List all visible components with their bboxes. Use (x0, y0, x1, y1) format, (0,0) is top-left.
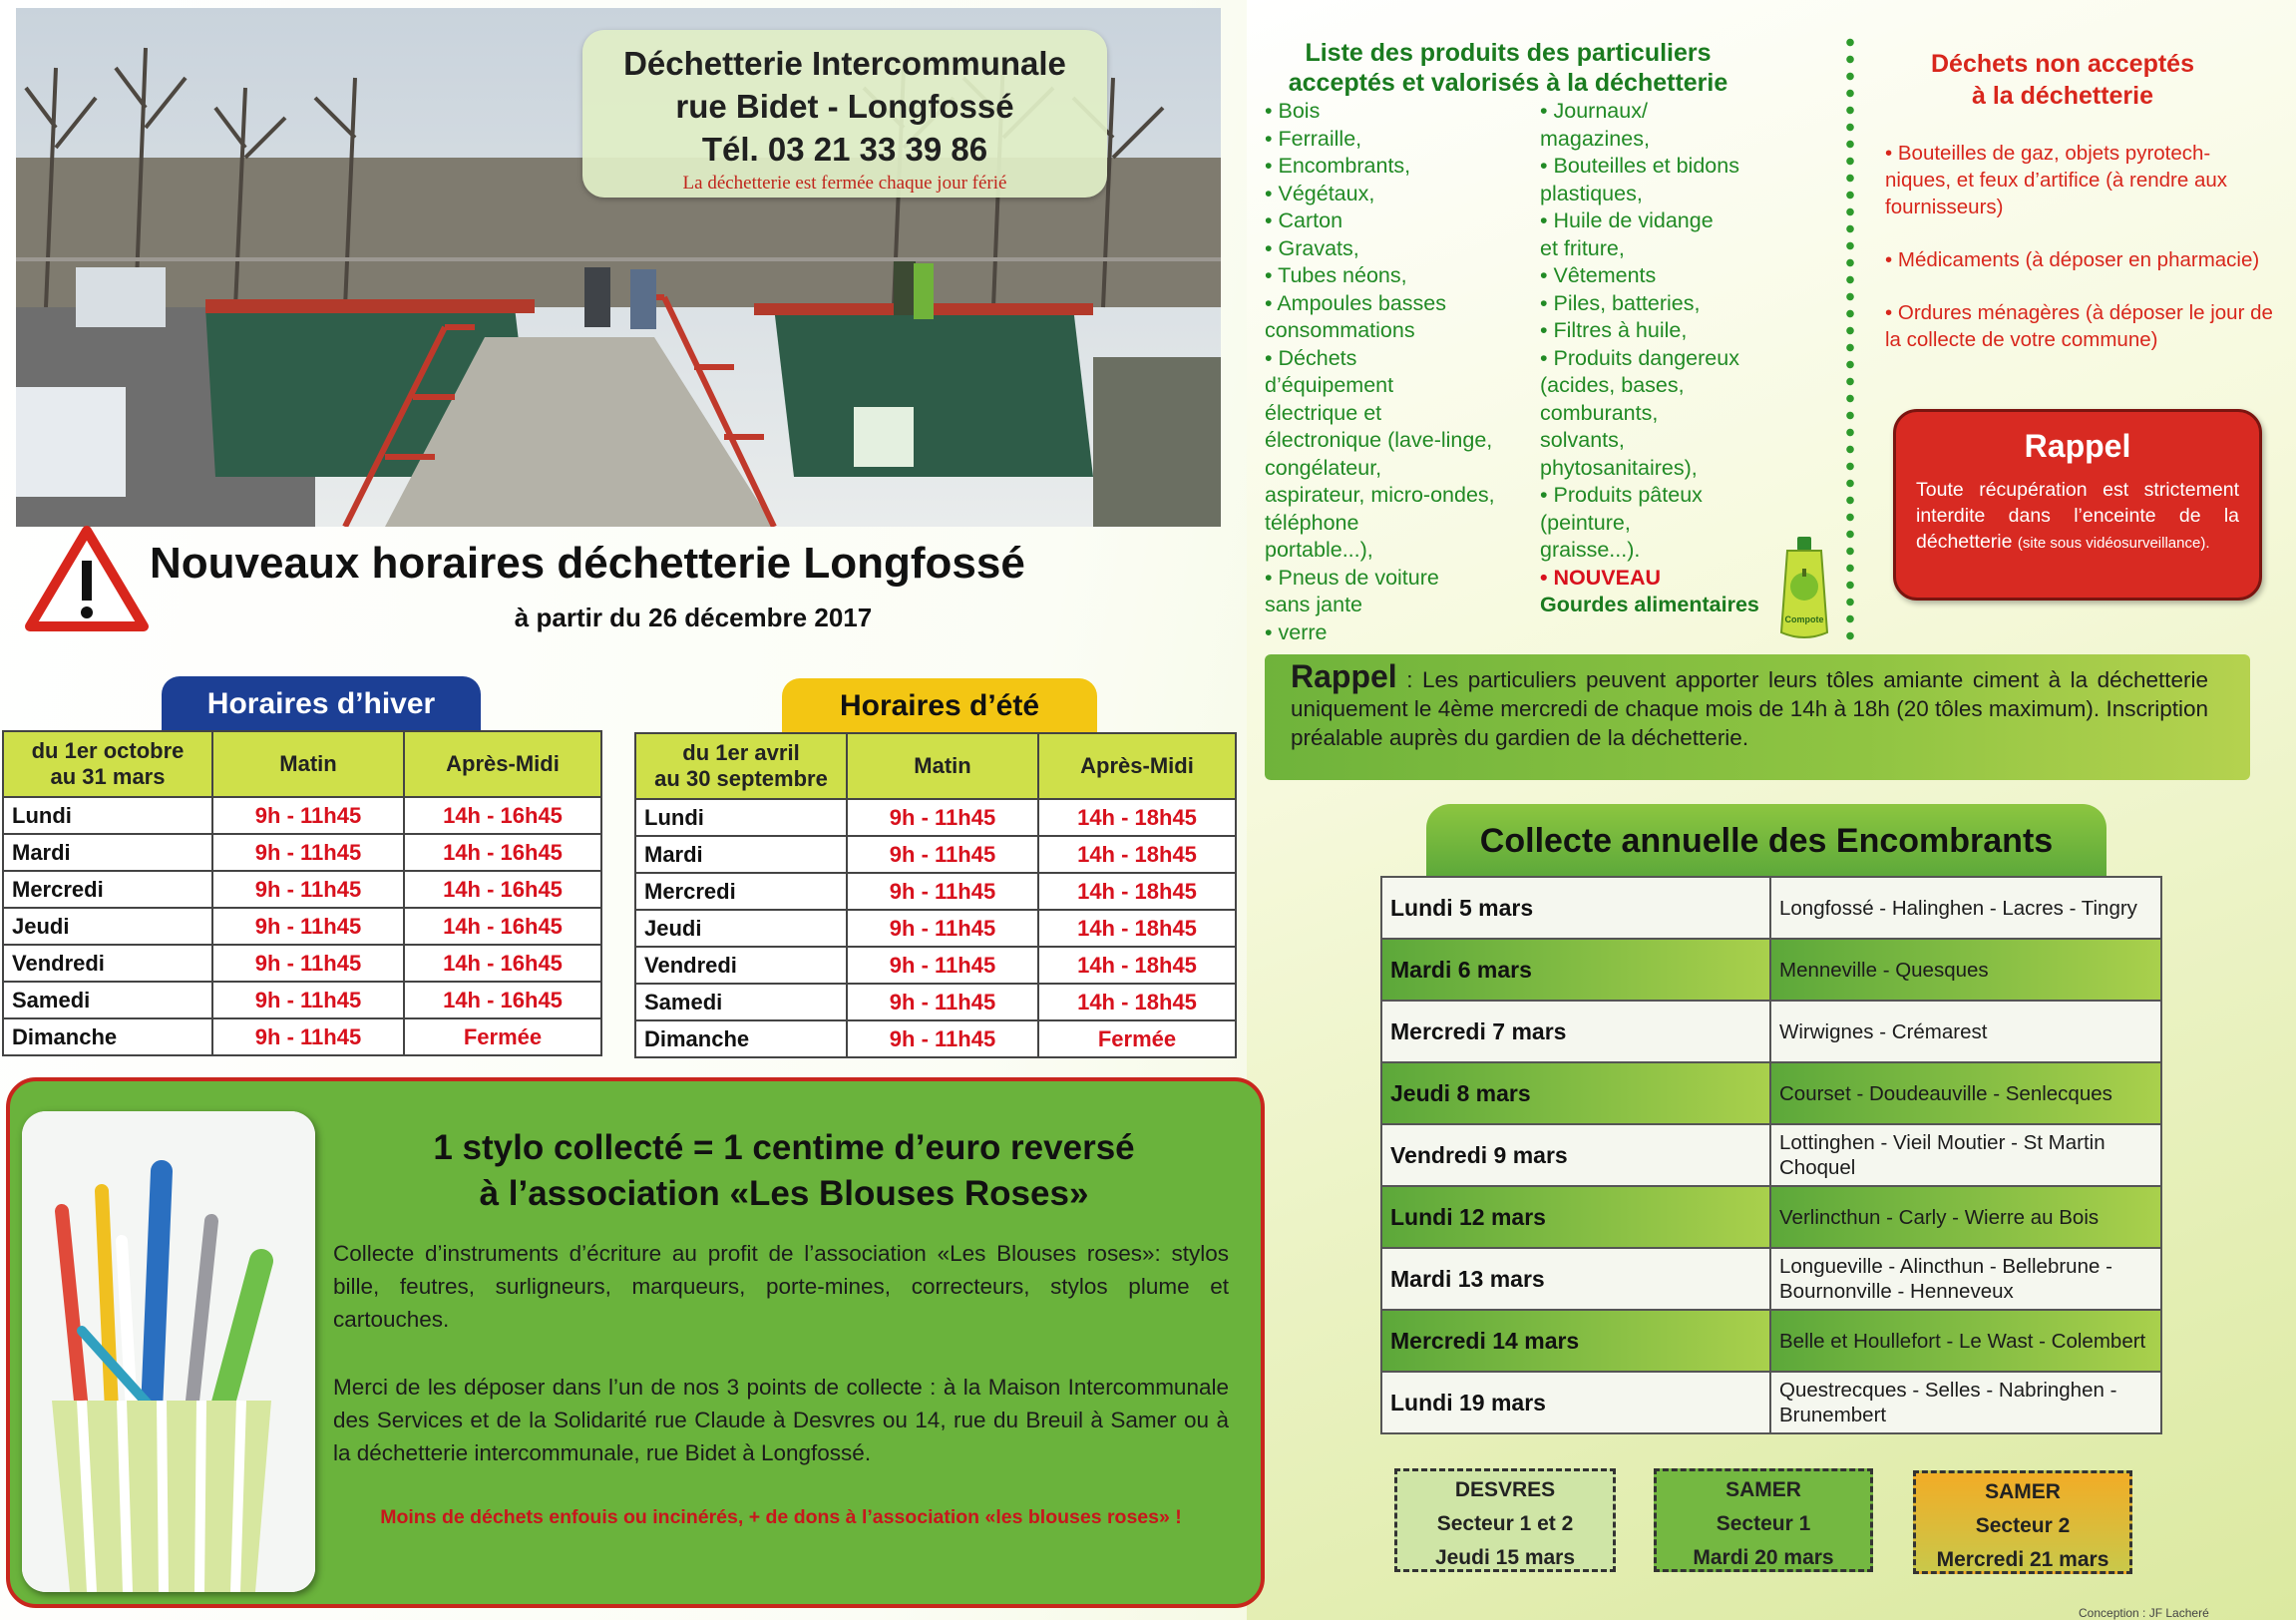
pen-title (339, 1125, 1229, 1217)
list-item: • Carton (1265, 208, 1343, 232)
date-cell: Jeudi 8 mars (1381, 1062, 1770, 1124)
design-credit: Conception : JF Lacheré (2079, 1606, 2209, 1620)
summer-period-2: au 30 septembre (654, 766, 828, 791)
list-item: • Tubes néons, (1265, 263, 1407, 287)
rappel-title: Rappel (2024, 428, 2131, 464)
products-title (1259, 38, 1757, 98)
summer-tab: Horaires d’été (782, 678, 1097, 734)
date-cell: Vendredi 9 mars (1381, 1124, 1770, 1186)
table-row (1381, 1372, 2161, 1433)
table-row (635, 910, 1236, 947)
table-row (3, 871, 601, 908)
list-item: et friture, (1540, 235, 1625, 260)
day-cell: Jeudi (635, 910, 847, 947)
rappel-main-text: Toute récupération est strictement interdite dans l’enceinte de la déchetterie (1916, 479, 2239, 553)
table-row (1381, 1310, 2161, 1372)
day-cell: Mardi (635, 836, 847, 873)
products-column-1 (1265, 98, 1534, 646)
list-item: portable...), (1265, 538, 1373, 562)
new-label: • NOUVEAU (1540, 565, 1662, 590)
list-item: sans jante (1265, 593, 1363, 616)
non-accepted-title-1: Déchets non acceptés (1931, 50, 2194, 78)
products-title-1: Liste des produits des particuliers (1305, 39, 1712, 67)
rappel-box (1893, 409, 2262, 601)
morning-cell: 9h - 11h45 (212, 908, 404, 945)
list-item: • Huile de vidange (1540, 208, 1714, 232)
list-item: (acides, bases, (1540, 373, 1685, 397)
afternoon-cell: 14h - 18h45 (1038, 947, 1236, 984)
pen-title-1: 1 stylo collecté = 1 centime d’euro reversé (433, 1128, 1135, 1167)
closed-note: La déchetterie est fermée chaque jour férié (682, 173, 1007, 194)
day-cell: Mardi (3, 834, 212, 871)
communes-cell: Verlincthun - Carly - Wierre au Bois (1770, 1186, 2161, 1248)
morning-cell: 9h - 11h45 (212, 945, 404, 982)
list-item: congélateur, (1265, 455, 1382, 480)
morning-cell: 9h - 11h45 (847, 873, 1038, 910)
list-item: • Ampoules basses (1265, 290, 1447, 315)
address-phone: Tél. 03 21 33 39 86 (701, 131, 988, 168)
list-item: • Bois (1265, 99, 1321, 123)
list-item: solvants, (1540, 428, 1625, 452)
date-cell: Lundi 19 mars (1381, 1372, 1770, 1433)
sector-box-samer-2 (1913, 1470, 2132, 1574)
page-title: Nouveaux horaires déchetterie Longfossé (150, 539, 1025, 588)
morning-cell: 9h - 11h45 (847, 1020, 1038, 1057)
date-cell: Lundi 5 mars (1381, 877, 1770, 939)
list-item: • Encombrants, (1265, 154, 1411, 178)
afternoon-cell: 14h - 18h45 (1038, 836, 1236, 873)
list-item: • Gravats, (1265, 235, 1359, 260)
communes-cell: Wirwignes - Crémarest (1770, 1001, 2161, 1062)
table-row (635, 799, 1236, 836)
sector-town: DESVRES (1454, 1478, 1556, 1501)
afternoon-cell: 14h - 18h45 (1038, 873, 1236, 910)
pen-paragraph-1: Collecte d’instruments d’écriture au profit de l’association «Les Blouses roses»: stylos bille, feutres, surligneurs, marqueurs, porte-mines, correcteurs, stylos plume et cartouches. (333, 1241, 1229, 1332)
new-item: Gourdes alimentaires (1540, 593, 1759, 616)
date-cell: Mardi 13 mars (1381, 1248, 1770, 1310)
communes-cell: Longfossé - Halinghen - Lacres - Tingry (1770, 877, 2161, 939)
summer-schedule-table (634, 732, 1237, 1058)
list-item: • Végétaux, (1265, 181, 1375, 205)
list-item: • verre (1265, 619, 1328, 644)
sector-name: Secteur 1 (1716, 1512, 1811, 1535)
day-cell: Lundi (635, 799, 847, 836)
list-item: • Pneus de voiture (1265, 565, 1439, 590)
list-item: • Bouteilles et bidons (1540, 154, 1739, 178)
date-cell: Mercredi 14 mars (1381, 1310, 1770, 1372)
list-item: • Produits dangereux (1540, 345, 1739, 370)
sector-box-samer-1 (1654, 1468, 1873, 1572)
day-cell: Mercredi (3, 871, 212, 908)
list-item: plastiques, (1540, 181, 1643, 205)
pen-paragraph-2: Merci de les déposer dans l’un de nos 3 points de collecte : à la Maison Intercommunale des Services et de la Solidarité rue Claude à Desvres ou 14, rue du Breuil à Samer ou à la déchetterie intercommunale, rue Bidet à Longfossé. (333, 1375, 1229, 1465)
day-cell: Mercredi (635, 873, 847, 910)
winter-tab: Horaires d’hiver (162, 676, 481, 732)
communes-cell: Questrecques - Selles - Nabringhen - Brunembert (1770, 1372, 2161, 1433)
sector-town: SAMER (1985, 1480, 2061, 1503)
day-cell: Samedi (635, 984, 847, 1020)
afternoon-cell: 14h - 16h45 (404, 871, 601, 908)
warning-icon (24, 525, 150, 632)
sector-date: Mercredi 21 mars (1936, 1548, 2109, 1571)
pouch-label: Compote (1784, 614, 1824, 624)
summer-period-1: du 1er avril (682, 740, 800, 765)
list-item: d’équipement (1265, 373, 1394, 397)
list-item: • Ordures ménagères (à déposer le jour de la collecte de votre commune) (1885, 301, 2273, 351)
table-row (1381, 1001, 2161, 1062)
dotted-separator (1845, 34, 1855, 644)
banner-label: Rappel (1291, 658, 1397, 694)
sector-box-desvres (1394, 1468, 1616, 1572)
list-item: électrique et (1265, 400, 1382, 425)
banner-body: : Les particuliers peuvent apporter leurs tôles amiante ciment à la déchetterie uniquement le 4ème mercredi de chaque mois de 14h à 18h (20 tôles maximum). Inscription préalable auprès du gardien de la déchetterie. (1291, 667, 2208, 750)
summer-morning-header: Matin (847, 733, 1038, 799)
winter-morning-header: Matin (212, 731, 404, 797)
afternoon-cell: 14h - 16h45 (404, 945, 601, 982)
list-item: • Bouteilles de gaz, objets pyrotech-niques, et feux d’artifice (à rendre aux fournisseurs) (1885, 142, 2227, 218)
day-cell: Vendredi (635, 947, 847, 984)
day-cell: Lundi (3, 797, 212, 834)
summer-afternoon-header: Après-Midi (1038, 733, 1236, 799)
list-item: consommations (1265, 318, 1415, 342)
page-subtitle: à partir du 26 décembre 2017 (514, 603, 873, 632)
table-row (1381, 1124, 2161, 1186)
morning-cell: 9h - 11h45 (212, 871, 404, 908)
morning-cell: 9h - 11h45 (212, 1018, 404, 1055)
winter-schedule-table (2, 730, 602, 1056)
table-row (635, 984, 1236, 1020)
day-cell: Dimanche (635, 1020, 847, 1057)
list-item: • Produits pâteux (1540, 483, 1703, 507)
products-title-2: acceptés et valorisés à la déchetterie (1288, 69, 1728, 97)
winter-period-header (3, 731, 212, 797)
products-column-2 (1540, 98, 1784, 619)
summer-period-header (635, 733, 847, 799)
list-item: phytosanitaires), (1540, 455, 1698, 480)
list-item: • Vêtements (1540, 263, 1657, 287)
list-item: électronique (lave-linge, (1265, 428, 1493, 452)
morning-cell: 9h - 11h45 (847, 836, 1038, 873)
morning-cell: 9h - 11h45 (212, 797, 404, 834)
communes-cell: Longueville - Alincthun - Bellebrune - Bournonville - Henneveux (1770, 1248, 2161, 1310)
morning-cell: 9h - 11h45 (847, 947, 1038, 984)
afternoon-cell: 14h - 18h45 (1038, 799, 1236, 836)
afternoon-cell: Fermée (404, 1018, 601, 1055)
table-row (3, 797, 601, 834)
day-cell: Vendredi (3, 945, 212, 982)
sector-name: Secteur 2 (1975, 1514, 2071, 1537)
afternoon-cell: 14h - 16h45 (404, 834, 601, 871)
afternoon-cell: 14h - 18h45 (1038, 910, 1236, 947)
communes-cell: Courset - Doudeauville - Senlecques (1770, 1062, 2161, 1124)
morning-cell: 9h - 11h45 (847, 799, 1038, 836)
day-cell: Jeudi (3, 908, 212, 945)
sector-town: SAMER (1725, 1478, 1801, 1501)
table-row (3, 1018, 601, 1055)
encombrants-title: Collecte annuelle des Encombrants (1426, 804, 2106, 878)
list-item: magazines, (1540, 126, 1650, 151)
pen-holder-photo (22, 1111, 315, 1592)
pen-footer: Moins de déchets enfouis ou incinérés, + de dons à l’association «les blouses roses» ! (380, 1506, 1182, 1528)
table-row (1381, 1186, 2161, 1248)
table-row (3, 982, 601, 1018)
table-row (1381, 877, 2161, 939)
summer-header-row (635, 733, 1236, 799)
pen-title-2: à l’association «Les Blouses Roses» (479, 1174, 1089, 1213)
morning-cell: 9h - 11h45 (847, 984, 1038, 1020)
afternoon-cell: 14h - 18h45 (1038, 984, 1236, 1020)
morning-cell: 9h - 11h45 (847, 910, 1038, 947)
communes-cell: Menneville - Quesques (1770, 939, 2161, 1001)
table-row (3, 908, 601, 945)
list-item: comburants, (1540, 400, 1659, 425)
morning-cell: 9h - 11h45 (212, 834, 404, 871)
sector-name: Secteur 1 et 2 (1436, 1512, 1574, 1535)
list-item: (peinture, (1540, 510, 1631, 535)
day-cell: Samedi (3, 982, 212, 1018)
winter-header-row (3, 731, 601, 797)
communes-cell: Lottinghen - Vieil Moutier - St Martin Choquel (1770, 1124, 2161, 1186)
day-cell: Dimanche (3, 1018, 212, 1055)
list-item: • Déchets (1265, 345, 1357, 370)
afternoon-cell: 14h - 16h45 (404, 982, 601, 1018)
compote-pouch-icon (1777, 537, 1831, 640)
afternoon-cell: Fermée (1038, 1020, 1236, 1057)
list-item: téléphone (1265, 510, 1359, 535)
winter-afternoon-header: Après-Midi (404, 731, 601, 797)
table-row (635, 1020, 1236, 1057)
afternoon-cell: 14h - 16h45 (404, 797, 601, 834)
table-row (1381, 1248, 2161, 1310)
non-accepted-title-2: à la déchetterie (1971, 82, 2154, 110)
rappel-small-text: (site sous vidéosurveillance). (2017, 535, 2210, 552)
date-cell: Lundi 12 mars (1381, 1186, 1770, 1248)
communes-cell: Belle et Houllefort - Le Wast - Colembert (1770, 1310, 2161, 1372)
sector-date: Mardi 20 mars (1693, 1546, 1834, 1569)
encombrants-table (1380, 876, 2162, 1434)
date-cell: Mercredi 7 mars (1381, 1001, 1770, 1062)
date-cell: Mardi 6 mars (1381, 939, 1770, 1001)
table-row (635, 873, 1236, 910)
morning-cell: 9h - 11h45 (212, 982, 404, 1018)
list-item: • Ferraille, (1265, 126, 1362, 151)
sector-date: Jeudi 15 mars (1434, 1546, 1576, 1569)
afternoon-cell: 14h - 16h45 (404, 908, 601, 945)
list-item: • Piles, batteries, (1540, 290, 1701, 315)
list-item: • Filtres à huile, (1540, 318, 1688, 342)
list-item: graisse...). (1540, 538, 1641, 562)
address-street: rue Bidet - Longfossé (675, 88, 1014, 125)
address-box (582, 30, 1107, 198)
winter-period-1: du 1er octobre (31, 738, 185, 763)
list-item: aspirateur, micro-ondes, (1265, 483, 1495, 507)
non-accepted-title (1873, 48, 2252, 112)
asbestos-banner-text (1291, 658, 2208, 752)
table-row (1381, 1062, 2161, 1124)
table-row (3, 945, 601, 982)
list-item: • Journaux/ (1540, 99, 1648, 123)
list-item: • Médicaments (à déposer en pharmacie) (1885, 248, 2260, 271)
table-row (3, 834, 601, 871)
table-row (635, 947, 1236, 984)
table-row (1381, 939, 2161, 1001)
address-name: Déchetterie Intercommunale (623, 45, 1066, 82)
rappel-text (1896, 477, 2259, 557)
winter-period-2: au 31 mars (50, 764, 166, 789)
table-row (635, 836, 1236, 873)
